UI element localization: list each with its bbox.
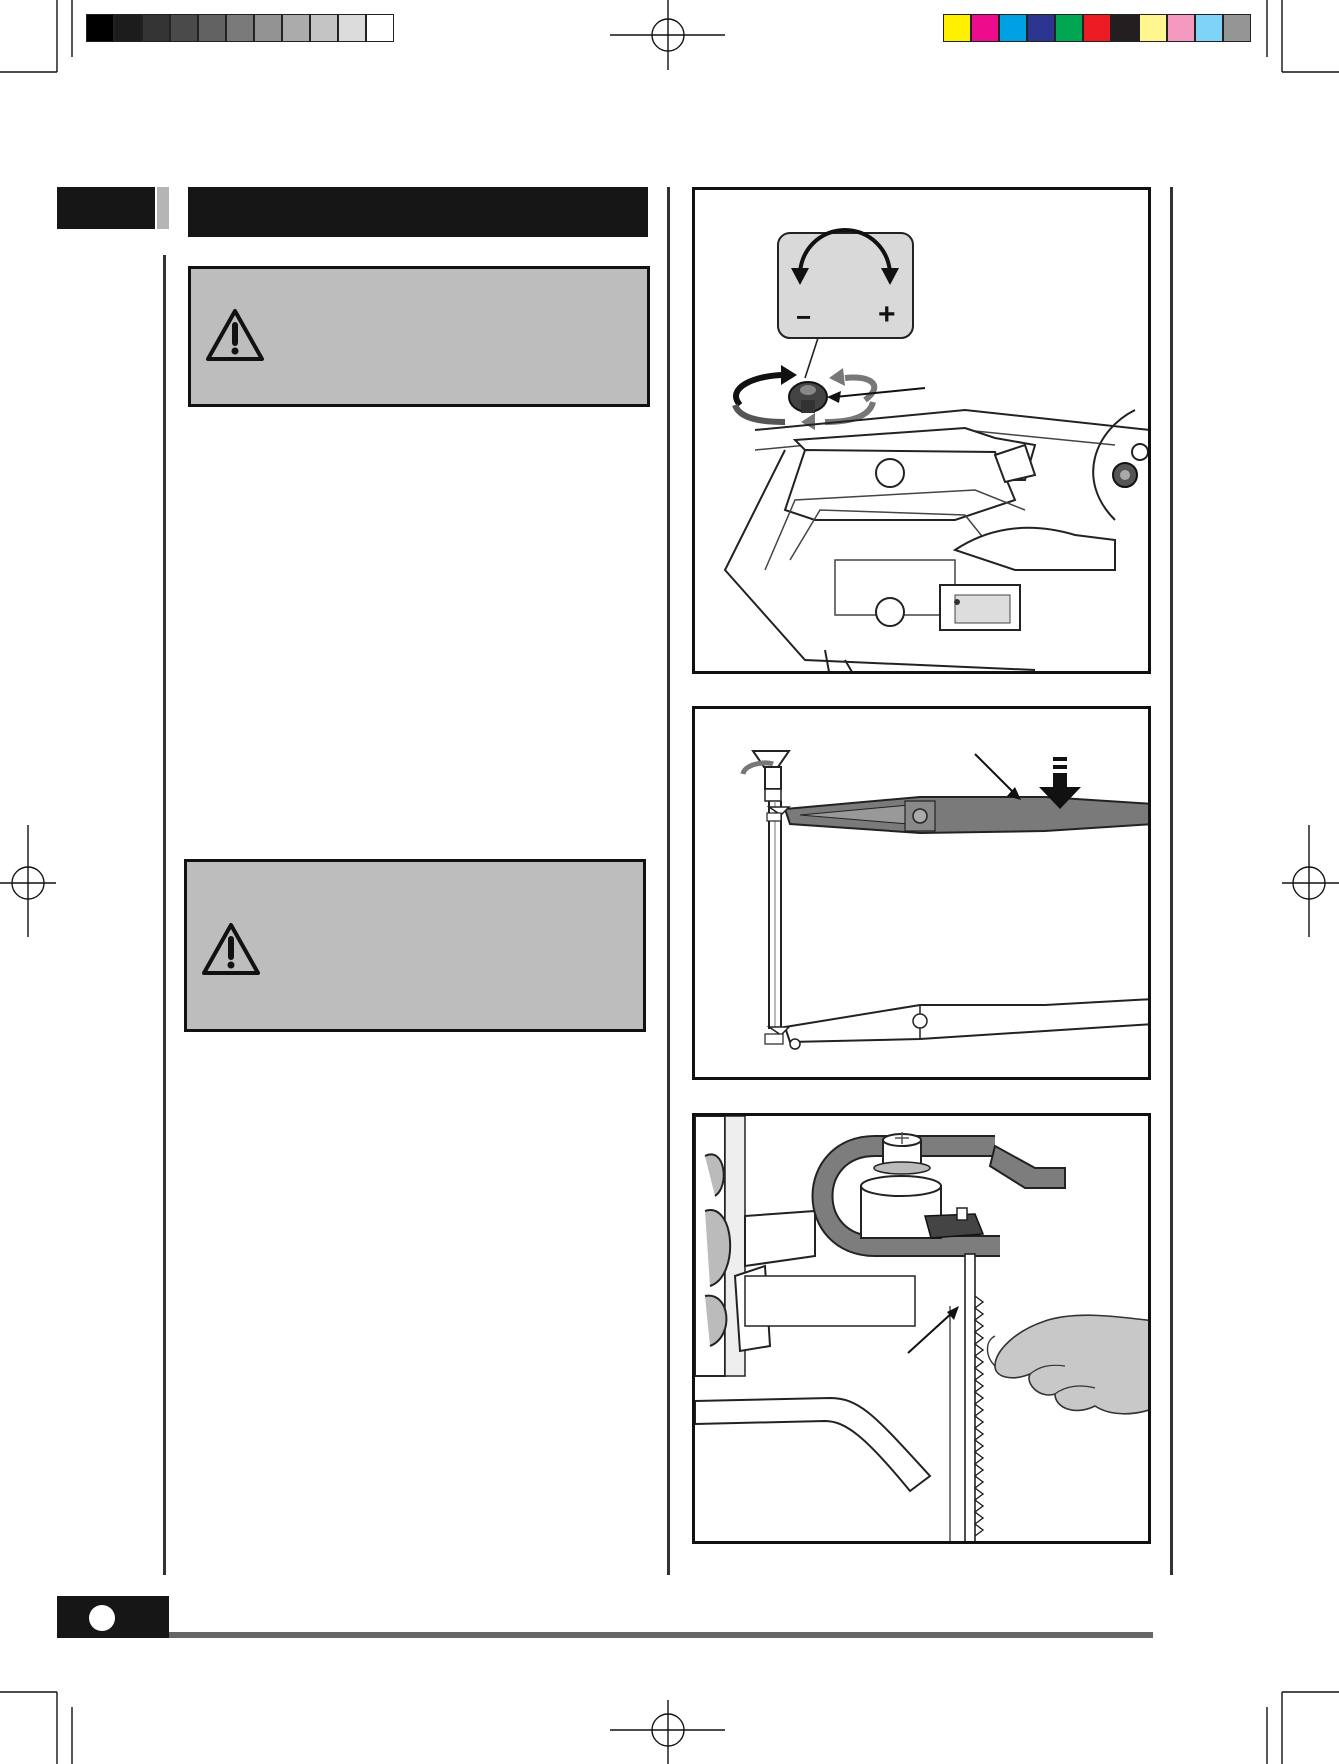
warning-box: [184, 859, 646, 1032]
figure-upper-arm: [692, 706, 1151, 1080]
section-tab: [57, 187, 155, 229]
plus-label: +: [878, 298, 896, 331]
minus-label: −: [796, 302, 812, 332]
page-number-circle: [89, 1605, 115, 1631]
right-margin-rule: [1170, 187, 1173, 1575]
section-tab-accent: [157, 187, 169, 229]
upper-arm-illustration: [695, 709, 1151, 1080]
section-title-bar: [188, 187, 648, 237]
warning-box: [188, 266, 650, 407]
column-divider-rule: [667, 187, 670, 1575]
figure-tension-knob: [692, 187, 1151, 674]
left-margin-rule: [163, 255, 166, 1575]
saw-arm-knob-illustration: [695, 190, 1151, 674]
warning-triangle-icon: [200, 921, 262, 977]
footer-rule: [57, 1632, 1153, 1638]
blade-holder-illustration: [695, 1116, 1151, 1544]
figure-blade-holder: [692, 1113, 1151, 1544]
warning-triangle-icon: [204, 307, 266, 363]
